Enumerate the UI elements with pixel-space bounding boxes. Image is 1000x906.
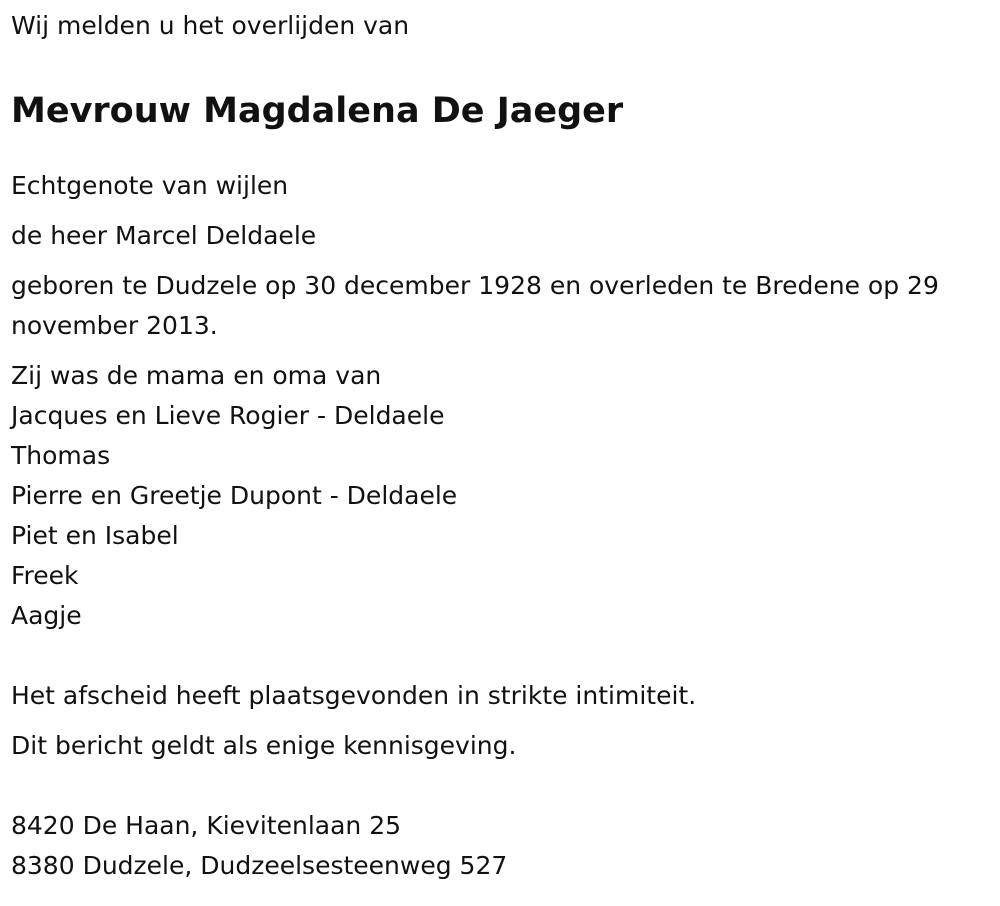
family-member: Thomas <box>11 441 111 470</box>
family-member: Freek <box>11 561 79 590</box>
farewell-text: Het afscheid heeft plaatsgevonden in strikte intimiteit. <box>11 681 697 710</box>
family-list <box>11 356 996 636</box>
address-1: 8420 De Haan, Kievitenlaan 25 <box>11 811 402 840</box>
deceased-name: Mevrouw Magdalena De Jaeger <box>11 91 624 131</box>
spouse-line-2: de heer Marcel Deldaele <box>11 221 317 250</box>
address-2: 8380 Dudzele, Dudzeelsesteenweg 527 <box>11 851 508 880</box>
birth-death-text: geboren te Dudzele op 30 december 1928 en overleden te Bredene op 29 november 2013. <box>11 271 939 340</box>
spouse-line-1: Echtgenote van wijlen <box>11 171 289 200</box>
family-member: Jacques en Lieve Rogier - Deldaele <box>11 401 445 430</box>
notice-text: Dit bericht geldt als enige kennisgeving. <box>11 731 517 760</box>
death-notice <box>11 0 996 886</box>
family-member: Pierre en Greetje Dupont - Deldaele <box>11 481 458 510</box>
family-intro: Zij was de mama en oma van <box>11 361 382 390</box>
family-member: Aagje <box>11 601 82 630</box>
intro-text: Wij melden u het overlijden van <box>11 11 410 40</box>
family-member: Piet en Isabel <box>11 521 179 550</box>
